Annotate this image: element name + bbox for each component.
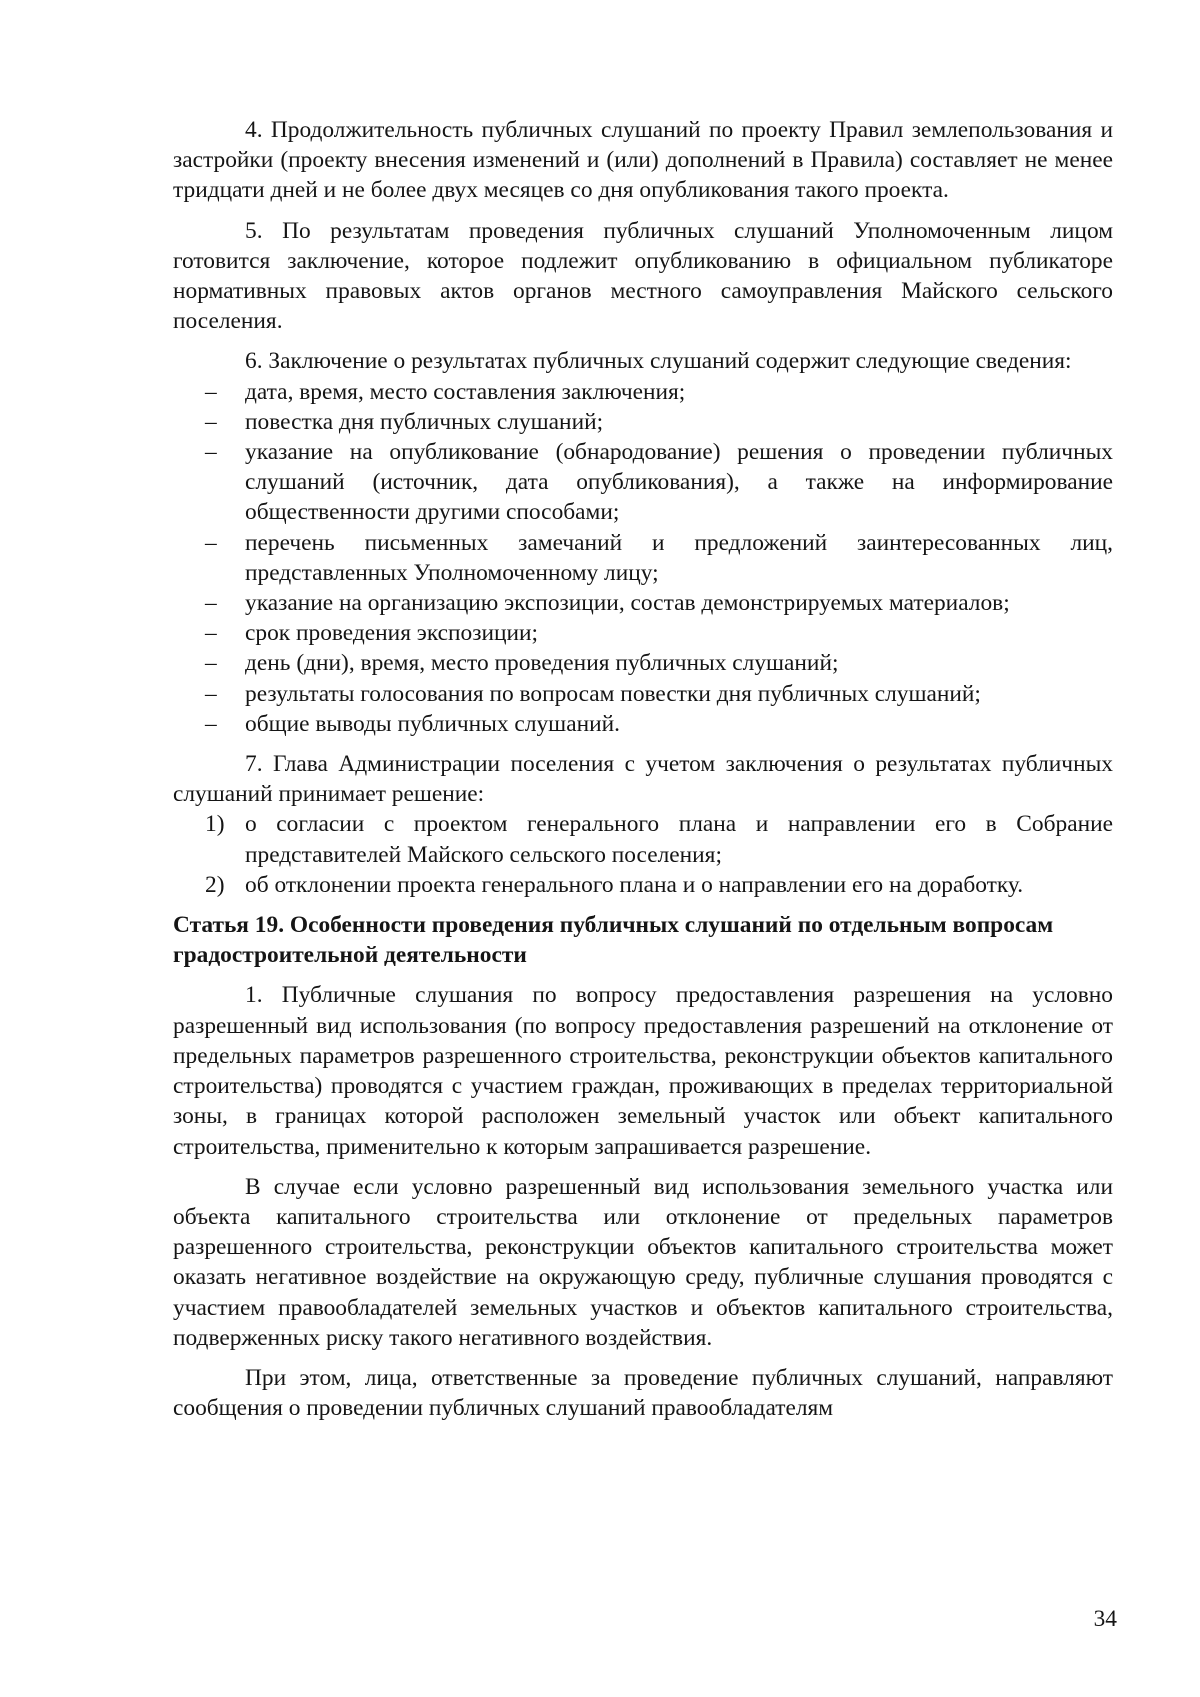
list-item: – указание на опубликование (обнародование) решения о проведении публичных слушаний (источник, дата опубликования), а также на информирование общественности другими способами; [205, 439, 1113, 526]
list-item: – повестка дня публичных слушаний; [173, 407, 1113, 437]
document-page [173, 115, 1113, 1433]
number-marker: 2) [205, 871, 225, 898]
dash-marker: – [205, 529, 217, 556]
list-item: – перечень письменных замечаний и предложений заинтересованных лиц, представленных Уполномоченному лицу; [205, 529, 1113, 586]
list-item: – день (дни), время, место проведения публичных слушаний; [173, 648, 1113, 678]
list-item: 2) об отклонении проекта генерального плана и о направлении его на доработку. [173, 870, 1113, 900]
dash-marker: – [205, 590, 217, 617]
list-item: – дата, время, место составления заключения; [173, 377, 1113, 407]
paragraph-5: 5. По результатам проведения публичных слушаний Уполномоченным лицом готовится заключение, которое подлежит опубликованию в официальном публикаторе нормативных правовых актов органов местного самоуправления Майского сельского поселения. [173, 217, 1113, 335]
paragraph-6: 6. Заключение о результатах публичных слушаний содержит следующие сведения: [245, 348, 1072, 375]
dash-marker: – [205, 378, 217, 405]
article-paragraph-1: 1. Публичные слушания по вопросу предоставления разрешения на условно разрешенный вид использования (по вопросу предоставления разрешений на отклонение от предельных параметров разрешенного строительства, реконструкции объектов капитального строительства) проводятся с участием граждан, проживающих в пределах территориальной зоны, в границах которой расположен земельный участок или объект капитального строительства, применительно к которым запрашивается разрешение. [173, 982, 1113, 1160]
list-item: – срок проведения экспозиции; [173, 618, 1113, 648]
dash-marker: – [205, 710, 217, 737]
list-item: – указание на организацию экспозиции, состав демонстрируемых материалов; [173, 588, 1113, 618]
dash-marker: – [205, 439, 217, 466]
article-heading: Статья 19. Особенности проведения публичных слушаний по отдельным вопросам градостроительной деятельности [173, 912, 1054, 969]
article-paragraph-3: При этом, лица, ответственные за проведение публичных слушаний, направляют сообщения о проведении публичных слушаний правообладателям [173, 1364, 1113, 1422]
dash-marker: – [205, 680, 217, 707]
article-paragraph-2: В случае если условно разрешенный вид использования земельного участка или объекта капитального строительства или отклонение от предельных параметров разрешенного строительства, реконструкции объектов капитального строительства может оказать негативное воздействие на окружающую среду, публичные слушания проводятся с участием правообладателей земельных участков и объектов капитального строительства, подверженных риску такого негативного воздействия. [173, 1173, 1113, 1351]
dash-marker: – [205, 408, 217, 435]
list-item: 1) о согласии с проектом генерального плана и направлении его в Собрание представителей Майского сельского поселения; [205, 811, 1113, 868]
dash-marker: – [205, 650, 217, 677]
decision-list [173, 809, 1113, 900]
list-item: – общие выводы публичных слушаний. [173, 709, 1113, 739]
conclusion-contents-list [173, 377, 1113, 739]
number-marker: 1) [205, 811, 225, 838]
page-number: 34 [1093, 1606, 1117, 1632]
paragraph-4: 4. Продолжительность публичных слушаний по проекту Правил землепользования и застройки (проекту внесения изменений и (или) дополнений в Правила) составляет не менее тридцати дней и не более двух месяцев со дня опубликования такого проекта. [173, 117, 1113, 204]
paragraph-7: 7. Глава Администрации поселения с учетом заключения о результатах публичных слушаний принимает решение: [173, 751, 1113, 808]
list-item: – результаты голосования по вопросам повестки дня публичных слушаний; [173, 679, 1113, 709]
dash-marker: – [205, 620, 217, 647]
